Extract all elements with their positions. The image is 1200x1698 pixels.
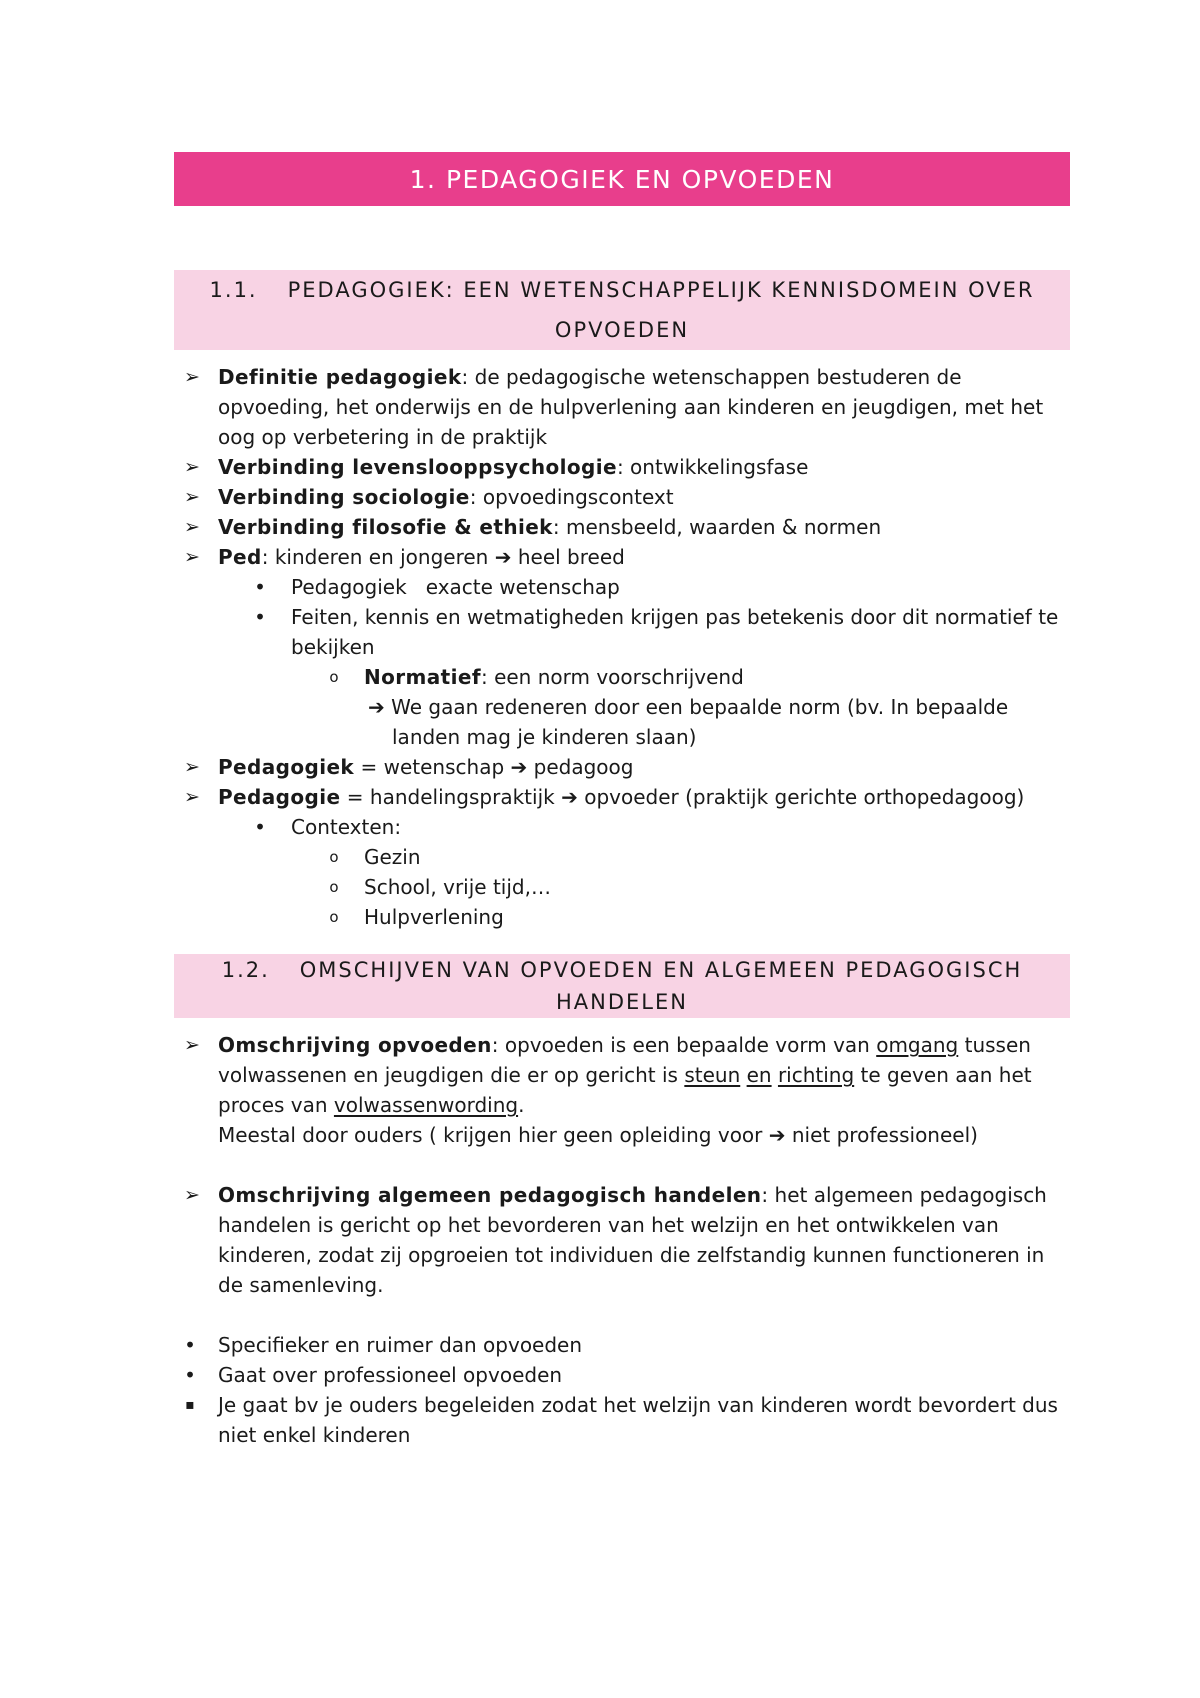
circle-bullet-icon: o bbox=[329, 878, 339, 896]
arrow-bullet-icon: ➢ bbox=[184, 366, 200, 388]
circle-bullet-icon: o bbox=[329, 848, 339, 866]
chapter-title-bar bbox=[174, 152, 1070, 206]
section-1-2-bullets bbox=[174, 1330, 1070, 1450]
item-text: School, vrije tijd,… bbox=[364, 875, 551, 899]
item-text: : opvoedingscontext bbox=[469, 485, 674, 509]
item-text: . bbox=[518, 1093, 525, 1117]
right-arrow-icon: ➔ bbox=[494, 545, 512, 569]
arrow-bullet-icon: ➢ bbox=[184, 546, 200, 568]
item-text: te geven aan het proces van bbox=[218, 1063, 1032, 1117]
item-text: : de pedagogische wetenschappen bestuderen de opvoeding, het onderwijs en de hulpverlening aan kinderen en jeugdigen, met het oog op verbetering in de praktijk bbox=[218, 365, 1044, 449]
list-item bbox=[174, 362, 1070, 452]
item-text: pedagoog bbox=[527, 755, 634, 779]
item-text: heel breed bbox=[511, 545, 625, 569]
list-item bbox=[174, 512, 1070, 542]
arrow-bullet-icon: ➢ bbox=[184, 486, 200, 508]
section-title: PEDAGOGIEK: EEN WETENSCHAPPELIJK KENNISDOMEIN OVER OPVOEDEN bbox=[287, 278, 1035, 342]
spacer bbox=[174, 1150, 1070, 1180]
list-item bbox=[174, 602, 1070, 662]
section-heading-1-1 bbox=[174, 270, 1070, 350]
square-bullet-icon: ▪ bbox=[185, 1397, 195, 1413]
item-term: Definitie pedagogiek bbox=[218, 365, 462, 389]
item-term: Verbinding levenslooppsychologie bbox=[218, 455, 617, 479]
right-arrow-icon: ➔ bbox=[510, 755, 528, 779]
item-text: Hulpverlening bbox=[364, 905, 504, 929]
item-term: Verbinding sociologie bbox=[218, 485, 470, 509]
list-item bbox=[174, 1330, 1070, 1360]
underlined-term: volwassenwording bbox=[333, 1093, 519, 1117]
item-term: Omschrijving opvoeden bbox=[218, 1033, 492, 1057]
arrow-bullet-icon: ➢ bbox=[184, 756, 200, 778]
item-text: = wetenschap bbox=[354, 755, 511, 779]
item-text: opvoeder (praktijk gerichte orthopedagoog) bbox=[577, 785, 1025, 809]
item-text: tussen volwassenen en jeugdigen die er op gericht is bbox=[218, 1033, 1031, 1087]
circle-bullet-icon: o bbox=[329, 908, 339, 926]
item-text: : mensbeeld, waarden & normen bbox=[552, 515, 882, 539]
item-text: : een norm voorschrijvend bbox=[480, 665, 744, 689]
list-item bbox=[174, 752, 1070, 782]
arrow-bullet-icon: ➢ bbox=[184, 516, 200, 538]
list-item bbox=[174, 1360, 1070, 1390]
list-item bbox=[174, 812, 1070, 842]
section-number: 1.2. bbox=[221, 958, 270, 982]
item-text: = handelingspraktijk bbox=[340, 785, 562, 809]
dot-bullet-icon: • bbox=[254, 605, 266, 629]
item-text: Gaat over professioneel opvoeden bbox=[218, 1363, 563, 1387]
dot-bullet-icon: • bbox=[184, 1363, 196, 1387]
right-arrow-icon: ➔ bbox=[368, 695, 385, 719]
list-item bbox=[174, 662, 1070, 692]
item-text: : kinderen en jongeren bbox=[261, 545, 495, 569]
chapter-title: 1. PEDAGOGIEK EN OPVOEDEN bbox=[409, 164, 835, 194]
section-1-2-list bbox=[174, 1030, 1070, 1330]
list-item bbox=[174, 842, 1070, 872]
definition-opvoeden bbox=[174, 1030, 1070, 1150]
item-term: Normatief bbox=[364, 665, 481, 689]
section-number: 1.1. bbox=[209, 278, 258, 302]
circle-bullet-icon: o bbox=[329, 668, 339, 686]
dot-bullet-icon: • bbox=[254, 815, 266, 839]
list-item bbox=[174, 542, 1070, 572]
list-item bbox=[174, 782, 1070, 812]
right-arrow-icon: ➔ bbox=[561, 785, 578, 809]
section-heading-1-2 bbox=[174, 954, 1070, 1018]
underlined-term: omgang bbox=[876, 1033, 959, 1057]
dot-bullet-icon: • bbox=[254, 575, 266, 599]
item-term: Pedagogie bbox=[218, 785, 341, 809]
underlined-term: richting bbox=[777, 1063, 855, 1087]
item-text: : het algemeen pedagogisch handelen is gericht op het bevorderen van het welzijn en het ontwikkelen van kinderen, zodat zij opgroeien tot individuen die zelfstandig kunnen functioneren in de samenleving. bbox=[218, 1183, 1047, 1297]
arrow-bullet-icon: ➢ bbox=[184, 456, 200, 478]
item-text: Contexten: bbox=[291, 815, 402, 839]
item-term: Omschrijving algemeen pedagogisch handelen bbox=[218, 1183, 762, 1207]
list-item bbox=[174, 452, 1070, 482]
list-item bbox=[174, 1390, 1070, 1450]
item-text: Meestal door ouders ( krijgen hier geen opleiding voor bbox=[218, 1123, 769, 1147]
arrow-bullet-icon: ➢ bbox=[184, 1184, 200, 1206]
underlined-term: steun bbox=[684, 1063, 741, 1087]
item-text: niet professioneel) bbox=[785, 1123, 978, 1147]
item-text: Pedagogiek exacte wetenschap bbox=[291, 575, 620, 599]
underlined-term: en bbox=[746, 1063, 772, 1087]
list-item bbox=[174, 482, 1070, 512]
list-item bbox=[174, 872, 1070, 902]
item-text: Gezin bbox=[364, 845, 421, 869]
item-term: Ped bbox=[218, 545, 262, 569]
arrow-bullet-icon: ➢ bbox=[184, 786, 200, 808]
list-item bbox=[174, 572, 1070, 602]
spacer bbox=[174, 1300, 1070, 1330]
item-text: Specifieker en ruimer dan opvoeden bbox=[218, 1333, 583, 1357]
item-text: : opvoeden is een bepaalde vorm van bbox=[491, 1033, 877, 1057]
right-arrow-icon: ➔ bbox=[768, 1123, 786, 1147]
item-text: Feiten, kennis en wetmatigheden krijgen pas betekenis door dit normatief te bekijken bbox=[291, 605, 1059, 659]
item-text: : ontwikkelingsfase bbox=[616, 455, 809, 479]
item-term: Verbinding filosofie & ethiek bbox=[218, 515, 553, 539]
list-item bbox=[174, 692, 1070, 752]
definition-pedagogisch-handelen bbox=[174, 1180, 1070, 1300]
section-1-1-list bbox=[174, 362, 1070, 932]
list-item bbox=[174, 902, 1070, 932]
item-text: We gaan redeneren door een bepaalde norm (bv. In bepaalde landen mag je kinderen slaan) bbox=[384, 695, 1009, 749]
page-content bbox=[174, 152, 1070, 1450]
section-title: OMSCHIJVEN VAN OPVOEDEN EN ALGEMEEN PEDAGOGISCH HANDELEN bbox=[299, 958, 1023, 1014]
arrow-bullet-icon: ➢ bbox=[184, 1034, 200, 1056]
item-term: Pedagogiek bbox=[218, 755, 355, 779]
dot-bullet-icon: • bbox=[184, 1333, 196, 1357]
item-text: Je gaat bv je ouders begeleiden zodat het welzijn van kinderen wordt bevordert dus niet enkel kinderen bbox=[218, 1393, 1058, 1447]
